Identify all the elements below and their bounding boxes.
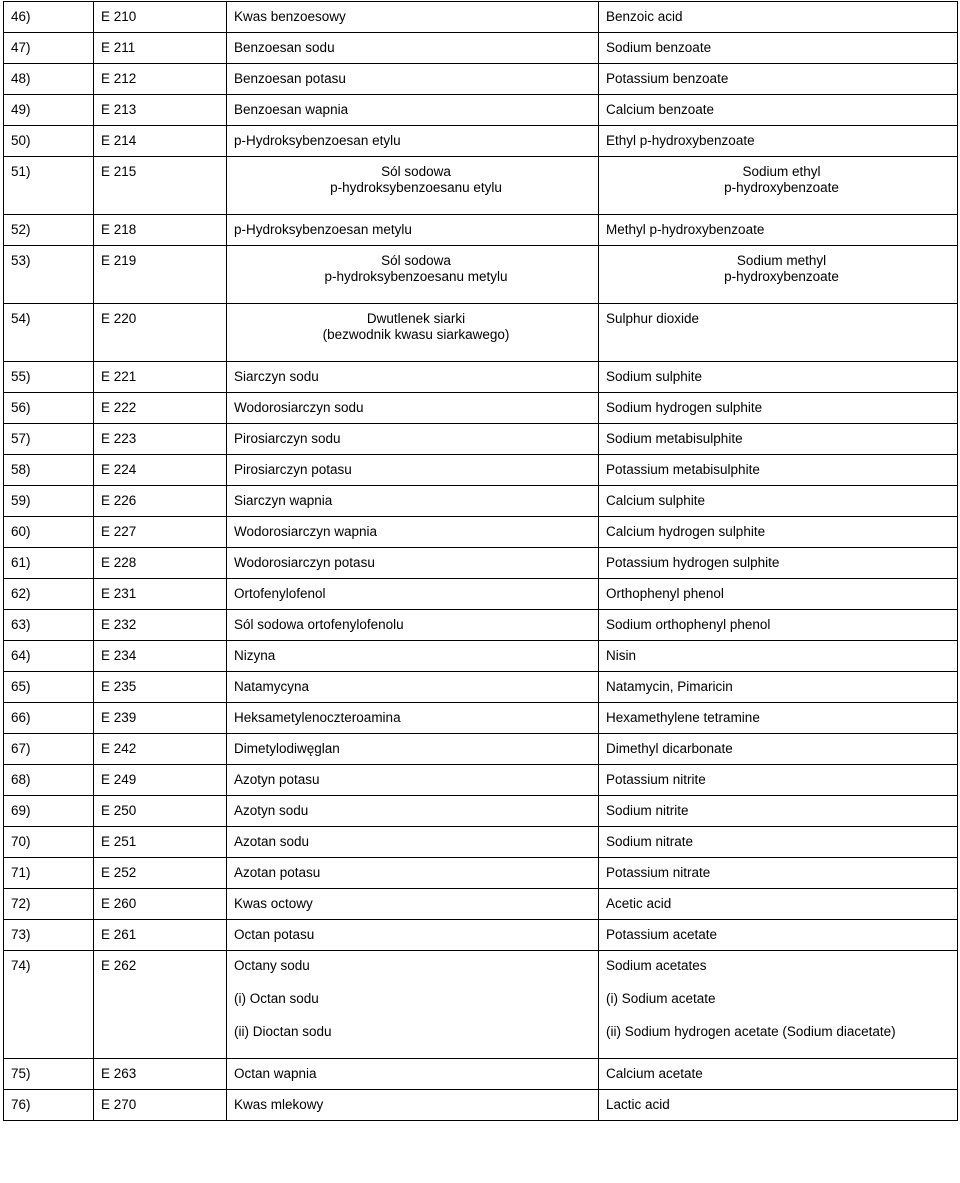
polish-name-line: Octan potasu	[234, 927, 315, 942]
table-row	[4, 517, 958, 548]
english-name	[599, 2, 958, 33]
english-name-line: p-hydroxybenzoate	[724, 269, 839, 284]
table-row	[4, 304, 958, 362]
e-code: E 261	[94, 920, 227, 951]
english-name-line: Natamycin, Pimaricin	[606, 679, 733, 694]
polish-name-line: (ii) Dioctan sodu	[234, 1024, 332, 1039]
table-row	[4, 393, 958, 424]
polish-name	[227, 796, 599, 827]
polish-name	[227, 920, 599, 951]
table-row	[4, 246, 958, 304]
e-code: E 249	[94, 765, 227, 796]
english-name	[599, 517, 958, 548]
row-number: 51)	[4, 157, 94, 215]
table-row	[4, 548, 958, 579]
english-name-line: Sodium metabisulphite	[606, 431, 743, 446]
row-number: 59)	[4, 486, 94, 517]
polish-name-line: Sól sodowa	[381, 164, 451, 179]
polish-name	[227, 2, 599, 33]
english-name-line: Potassium nitrite	[606, 772, 706, 787]
table-row	[4, 672, 958, 703]
row-number: 63)	[4, 610, 94, 641]
polish-name-line: Sól sodowa	[381, 253, 451, 268]
english-name	[599, 827, 958, 858]
row-number: 74)	[4, 951, 94, 1059]
english-name	[599, 579, 958, 610]
polish-name-line: p-hydroksybenzoesanu etylu	[330, 180, 502, 195]
row-number: 75)	[4, 1059, 94, 1090]
polish-name-line: Wodorosiarczyn wapnia	[234, 524, 378, 539]
table-body	[4, 2, 958, 1121]
additives-table	[3, 1, 958, 1121]
english-name	[599, 920, 958, 951]
english-name	[599, 486, 958, 517]
polish-name	[227, 548, 599, 579]
e-code: E 222	[94, 393, 227, 424]
row-number: 65)	[4, 672, 94, 703]
polish-name-line: Wodorosiarczyn potasu	[234, 555, 375, 570]
polish-name	[227, 672, 599, 703]
english-name	[599, 703, 958, 734]
english-name	[599, 33, 958, 64]
english-name-line: (ii) Sodium hydrogen acetate (Sodium diacetate)	[606, 1024, 896, 1039]
e-code: E 212	[94, 64, 227, 95]
table-row	[4, 1059, 958, 1090]
e-code: E 251	[94, 827, 227, 858]
table-row	[4, 765, 958, 796]
table-row	[4, 641, 958, 672]
english-name	[599, 157, 958, 215]
polish-name	[227, 393, 599, 424]
e-code: E 242	[94, 734, 227, 765]
row-number: 66)	[4, 703, 94, 734]
table-row	[4, 33, 958, 64]
polish-name-line: Pirosiarczyn potasu	[234, 462, 352, 477]
polish-name	[227, 64, 599, 95]
table-row	[4, 951, 958, 1059]
polish-name-line: (bezwodnik kwasu siarkawego)	[322, 327, 510, 342]
row-number: 52)	[4, 215, 94, 246]
polish-name-line: Heksametylenoczteroamina	[234, 710, 401, 725]
row-number: 69)	[4, 796, 94, 827]
english-name-line: Potassium nitrate	[606, 865, 711, 880]
english-name	[599, 126, 958, 157]
english-name-line: Sodium sulphite	[606, 369, 703, 384]
e-code: E 260	[94, 889, 227, 920]
english-name-line: Calcium benzoate	[606, 102, 715, 117]
polish-name	[227, 215, 599, 246]
english-name	[599, 734, 958, 765]
english-name-line: (i) Sodium acetate	[606, 991, 716, 1006]
polish-name-line: Dwutlenek siarki	[366, 311, 466, 326]
table-row	[4, 95, 958, 126]
english-name-line: Nisin	[606, 648, 637, 663]
english-name-line: Sodium ethyl	[742, 164, 821, 179]
english-name	[599, 889, 958, 920]
row-number: 50)	[4, 126, 94, 157]
english-name-line: Orthophenyl phenol	[606, 586, 724, 601]
polish-name	[227, 951, 599, 1059]
row-number: 73)	[4, 920, 94, 951]
row-number: 47)	[4, 33, 94, 64]
english-name-line: Dimethyl dicarbonate	[606, 741, 733, 756]
english-name-line: Potassium benzoate	[606, 71, 729, 86]
polish-name-line: Siarczyn sodu	[234, 369, 319, 384]
polish-name-line: Nizyna	[234, 648, 276, 663]
e-code: E 263	[94, 1059, 227, 1090]
table-row	[4, 455, 958, 486]
polish-name-line: Azotan sodu	[234, 834, 310, 849]
english-name-line: p-hydroxybenzoate	[724, 180, 839, 195]
english-name-line: Sulphur dioxide	[606, 311, 700, 326]
english-name-line: Sodium orthophenyl phenol	[606, 617, 771, 632]
polish-name	[227, 734, 599, 765]
polish-name-line: Siarczyn wapnia	[234, 493, 333, 508]
row-number: 68)	[4, 765, 94, 796]
polish-name-line: (i) Octan sodu	[234, 991, 319, 1006]
polish-name	[227, 362, 599, 393]
row-number: 60)	[4, 517, 94, 548]
polish-name	[227, 827, 599, 858]
english-name	[599, 548, 958, 579]
polish-name	[227, 126, 599, 157]
english-name-line: Hexamethylene tetramine	[606, 710, 760, 725]
polish-name-line: Kwas mlekowy	[234, 1097, 324, 1112]
polish-name	[227, 765, 599, 796]
e-code: E 218	[94, 215, 227, 246]
table-row	[4, 734, 958, 765]
e-code: E 235	[94, 672, 227, 703]
table-row	[4, 157, 958, 215]
english-name-line: Acetic acid	[606, 896, 672, 911]
e-code: E 228	[94, 548, 227, 579]
polish-name	[227, 858, 599, 889]
english-name	[599, 1059, 958, 1090]
table-row	[4, 1090, 958, 1121]
e-code: E 219	[94, 246, 227, 304]
table-row	[4, 424, 958, 455]
polish-name-line: Natamycyna	[234, 679, 310, 694]
table-row	[4, 920, 958, 951]
polish-name	[227, 455, 599, 486]
row-number: 64)	[4, 641, 94, 672]
polish-name-line: p-Hydroksybenzoesan metylu	[234, 222, 412, 237]
row-number: 76)	[4, 1090, 94, 1121]
e-code: E 250	[94, 796, 227, 827]
polish-name-line: Benzoesan potasu	[234, 71, 346, 86]
english-name-line: Calcium hydrogen sulphite	[606, 524, 766, 539]
polish-name-line: Benzoesan wapnia	[234, 102, 349, 117]
row-number: 55)	[4, 362, 94, 393]
english-name-line: Calcium acetate	[606, 1066, 703, 1081]
english-name	[599, 393, 958, 424]
e-code: E 223	[94, 424, 227, 455]
english-name-line: Methyl p-hydroxybenzoate	[606, 222, 765, 237]
english-name-line: Sodium nitrite	[606, 803, 689, 818]
e-code: E 226	[94, 486, 227, 517]
english-name	[599, 455, 958, 486]
table-row	[4, 362, 958, 393]
e-code: E 210	[94, 2, 227, 33]
polish-name-line: Ortofenylofenol	[234, 586, 326, 601]
row-number: 70)	[4, 827, 94, 858]
english-name-line: Potassium metabisulphite	[606, 462, 760, 477]
polish-name-line: p-Hydroksybenzoesan etylu	[234, 133, 401, 148]
english-name	[599, 304, 958, 362]
table-row	[4, 215, 958, 246]
english-name-line: Ethyl p-hydroxybenzoate	[606, 133, 755, 148]
table-row	[4, 486, 958, 517]
polish-name-line: Octany sodu	[234, 958, 310, 973]
row-number: 61)	[4, 548, 94, 579]
polish-name-line: Azotyn potasu	[234, 772, 320, 787]
polish-name-line: Azotyn sodu	[234, 803, 309, 818]
polish-name	[227, 486, 599, 517]
english-name	[599, 95, 958, 126]
english-name	[599, 951, 958, 1059]
english-name	[599, 765, 958, 796]
polish-name	[227, 157, 599, 215]
polish-name	[227, 610, 599, 641]
english-name-line: Sodium hydrogen sulphite	[606, 400, 763, 415]
polish-name	[227, 579, 599, 610]
table-row	[4, 858, 958, 889]
e-code: E 270	[94, 1090, 227, 1121]
table-row	[4, 703, 958, 734]
polish-name-line: Sól sodowa ortofenylofenolu	[234, 617, 404, 632]
polish-name-line: Wodorosiarczyn sodu	[234, 400, 364, 415]
row-number: 54)	[4, 304, 94, 362]
english-name-line: Sodium acetates	[606, 958, 707, 973]
polish-name	[227, 889, 599, 920]
row-number: 56)	[4, 393, 94, 424]
english-name	[599, 858, 958, 889]
english-name-line: Potassium hydrogen sulphite	[606, 555, 780, 570]
english-name-line: Calcium sulphite	[606, 493, 706, 508]
polish-name-line: Kwas benzoesowy	[234, 9, 346, 24]
table-row	[4, 796, 958, 827]
english-name	[599, 641, 958, 672]
english-name-line: Potassium acetate	[606, 927, 718, 942]
english-name-line: Sodium methyl	[736, 253, 827, 268]
english-name	[599, 246, 958, 304]
polish-name-line: Dimetylodiwęglan	[234, 741, 340, 756]
e-code: E 239	[94, 703, 227, 734]
e-code: E 215	[94, 157, 227, 215]
polish-name	[227, 424, 599, 455]
english-name	[599, 362, 958, 393]
english-name-line: Sodium benzoate	[606, 40, 712, 55]
e-code: E 227	[94, 517, 227, 548]
row-number: 48)	[4, 64, 94, 95]
e-code: E 252	[94, 858, 227, 889]
polish-name	[227, 95, 599, 126]
english-name	[599, 424, 958, 455]
polish-name-line: p-hydroksybenzoesanu metylu	[324, 269, 508, 284]
row-number: 57)	[4, 424, 94, 455]
row-number: 72)	[4, 889, 94, 920]
table-row	[4, 64, 958, 95]
e-code: E 213	[94, 95, 227, 126]
english-name-line: Lactic acid	[606, 1097, 670, 1112]
polish-name-line: Kwas octowy	[234, 896, 313, 911]
english-name	[599, 1090, 958, 1121]
row-number: 71)	[4, 858, 94, 889]
english-name	[599, 215, 958, 246]
table-row	[4, 2, 958, 33]
english-name	[599, 796, 958, 827]
polish-name	[227, 33, 599, 64]
e-code: E 232	[94, 610, 227, 641]
e-code: E 234	[94, 641, 227, 672]
table-row	[4, 889, 958, 920]
english-name-line: Sodium nitrate	[606, 834, 694, 849]
polish-name	[227, 641, 599, 672]
polish-name	[227, 1059, 599, 1090]
table-row	[4, 610, 958, 641]
e-code: E 214	[94, 126, 227, 157]
table-row	[4, 126, 958, 157]
row-number: 58)	[4, 455, 94, 486]
polish-name	[227, 246, 599, 304]
row-number: 53)	[4, 246, 94, 304]
e-code: E 231	[94, 579, 227, 610]
english-name	[599, 610, 958, 641]
english-name-line: Benzoic acid	[606, 9, 683, 24]
e-code: E 221	[94, 362, 227, 393]
polish-name-line: Azotan potasu	[234, 865, 321, 880]
polish-name-line: Octan wapnia	[234, 1066, 317, 1081]
table-row	[4, 579, 958, 610]
polish-name	[227, 304, 599, 362]
polish-name	[227, 1090, 599, 1121]
e-code: E 262	[94, 951, 227, 1059]
row-number: 46)	[4, 2, 94, 33]
e-code: E 211	[94, 33, 227, 64]
polish-name	[227, 703, 599, 734]
e-code: E 220	[94, 304, 227, 362]
polish-name-line: Pirosiarczyn sodu	[234, 431, 341, 446]
table-row	[4, 827, 958, 858]
row-number: 67)	[4, 734, 94, 765]
english-name	[599, 64, 958, 95]
polish-name-line: Benzoesan sodu	[234, 40, 335, 55]
e-code: E 224	[94, 455, 227, 486]
polish-name	[227, 517, 599, 548]
row-number: 49)	[4, 95, 94, 126]
english-name	[599, 672, 958, 703]
row-number: 62)	[4, 579, 94, 610]
